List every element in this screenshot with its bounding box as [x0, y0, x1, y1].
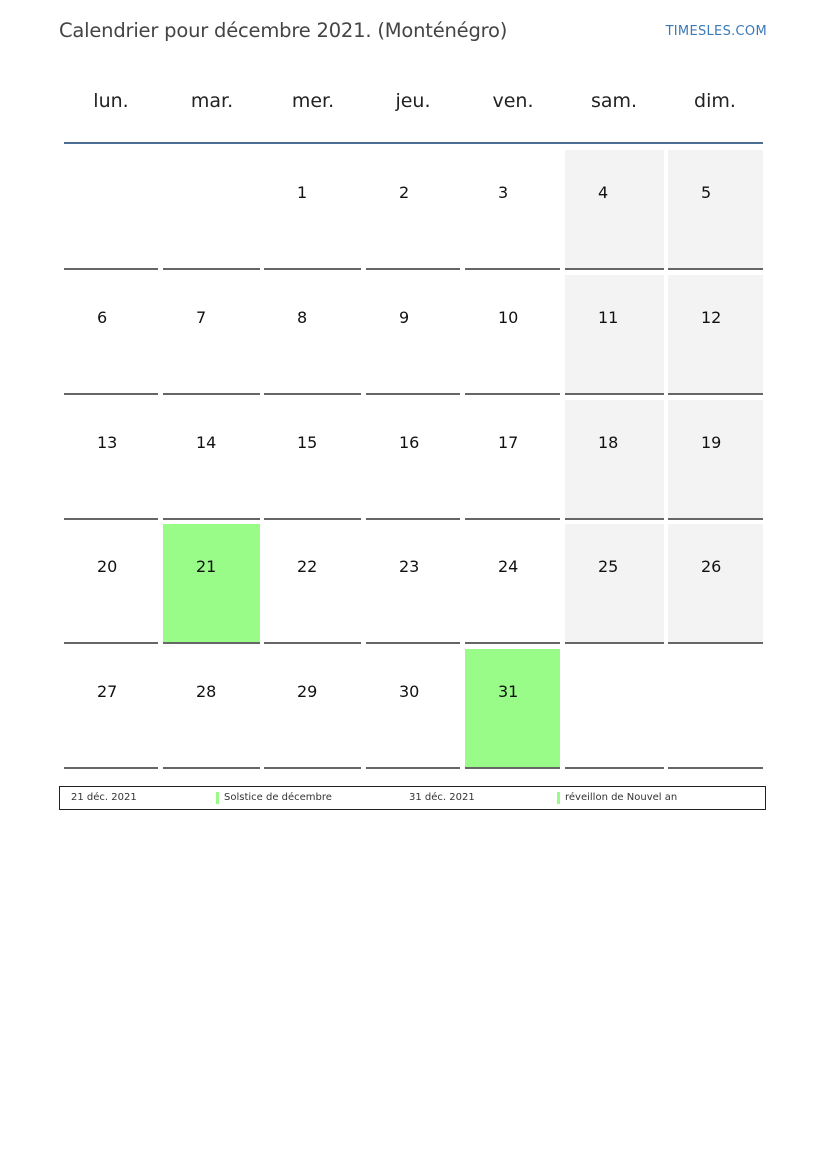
day-number: 23 — [399, 557, 420, 576]
day-number: 21 — [196, 557, 217, 576]
day-number: 2 — [399, 183, 410, 202]
day-number: 30 — [399, 682, 420, 701]
calendar-day-cell[interactable] — [366, 150, 460, 270]
day-number: 25 — [598, 557, 619, 576]
holiday-legend — [59, 786, 766, 810]
weekday-label: mer. — [291, 90, 335, 112]
calendar-day-cell[interactable] — [264, 275, 361, 395]
calendar-day-cell[interactable] — [668, 275, 763, 395]
day-number: 27 — [97, 682, 118, 701]
day-number: 4 — [598, 183, 609, 202]
calendar-empty-cell — [565, 649, 664, 769]
calendar-empty-cell — [64, 150, 158, 270]
calendar-day-cell[interactable] — [465, 649, 560, 769]
legend-date: 21 déc. 2021 — [71, 792, 137, 803]
calendar-day-cell[interactable] — [163, 400, 260, 520]
legend-holiday-name: Solstice de décembre — [224, 792, 332, 803]
weekday-label: ven. — [492, 90, 534, 112]
legend-color-swatch — [216, 792, 219, 804]
calendar-day-cell[interactable] — [366, 649, 460, 769]
calendar-empty-cell — [163, 150, 260, 270]
weekday-header — [62, 90, 765, 120]
day-number: 15 — [297, 433, 318, 452]
day-number: 20 — [97, 557, 118, 576]
day-number: 14 — [196, 433, 217, 452]
day-number: 29 — [297, 682, 318, 701]
day-number: 22 — [297, 557, 318, 576]
day-number: 31 — [498, 682, 519, 701]
day-number: 6 — [97, 308, 108, 327]
calendar-day-cell[interactable] — [465, 275, 560, 395]
weekday-label: sam. — [590, 90, 638, 112]
calendar-day-cell[interactable] — [465, 150, 560, 270]
calendar-day-cell[interactable] — [366, 524, 460, 644]
weekday-label: mar. — [190, 90, 234, 112]
page-title: Calendrier pour décembre 2021. (Monténégro) — [59, 19, 508, 42]
legend-date: 31 déc. 2021 — [409, 792, 475, 803]
day-number: 11 — [598, 308, 619, 327]
calendar-day-cell[interactable] — [668, 524, 763, 644]
calendar-day-cell[interactable] — [565, 275, 664, 395]
day-number: 17 — [498, 433, 519, 452]
day-number: 28 — [196, 682, 217, 701]
day-number: 8 — [297, 308, 308, 327]
day-number: 9 — [399, 308, 410, 327]
day-number: 18 — [598, 433, 619, 452]
header-divider — [64, 142, 763, 144]
calendar-day-cell[interactable] — [64, 275, 158, 395]
calendar-day-cell[interactable] — [264, 400, 361, 520]
calendar-day-cell[interactable] — [64, 524, 158, 644]
weekday-label: dim. — [694, 90, 736, 112]
legend-color-swatch — [557, 792, 560, 804]
calendar-day-cell[interactable] — [565, 150, 664, 270]
calendar-day-cell[interactable] — [163, 275, 260, 395]
calendar-day-cell[interactable] — [64, 400, 158, 520]
calendar-day-cell[interactable] — [264, 649, 361, 769]
calendar-day-cell[interactable] — [465, 524, 560, 644]
day-number: 7 — [196, 308, 207, 327]
calendar-day-cell[interactable] — [264, 150, 361, 270]
calendar-day-cell[interactable] — [163, 649, 260, 769]
calendar-day-cell[interactable] — [565, 524, 664, 644]
day-number: 19 — [701, 433, 722, 452]
calendar-day-cell[interactable] — [668, 400, 763, 520]
day-number: 1 — [297, 183, 308, 202]
calendar-day-cell[interactable] — [163, 524, 260, 644]
brand-logo[interactable]: TIMESLES.COM — [665, 24, 767, 39]
day-number: 16 — [399, 433, 420, 452]
legend-holiday-name: réveillon de Nouvel an — [565, 792, 678, 803]
day-number: 13 — [97, 433, 118, 452]
calendar-day-cell[interactable] — [565, 400, 664, 520]
day-number: 10 — [498, 308, 519, 327]
weekday-label: lun. — [93, 90, 129, 112]
calendar-day-cell[interactable] — [264, 524, 361, 644]
calendar-empty-cell — [668, 649, 763, 769]
calendar-day-cell[interactable] — [668, 150, 763, 270]
calendar-day-cell[interactable] — [465, 400, 560, 520]
day-number: 3 — [498, 183, 509, 202]
weekday-label: jeu. — [395, 90, 431, 112]
day-number: 12 — [701, 308, 722, 327]
calendar-day-cell[interactable] — [366, 275, 460, 395]
calendar-day-cell[interactable] — [64, 649, 158, 769]
day-number: 24 — [498, 557, 519, 576]
calendar-day-cell[interactable] — [366, 400, 460, 520]
day-number: 26 — [701, 557, 722, 576]
day-number: 5 — [701, 183, 712, 202]
